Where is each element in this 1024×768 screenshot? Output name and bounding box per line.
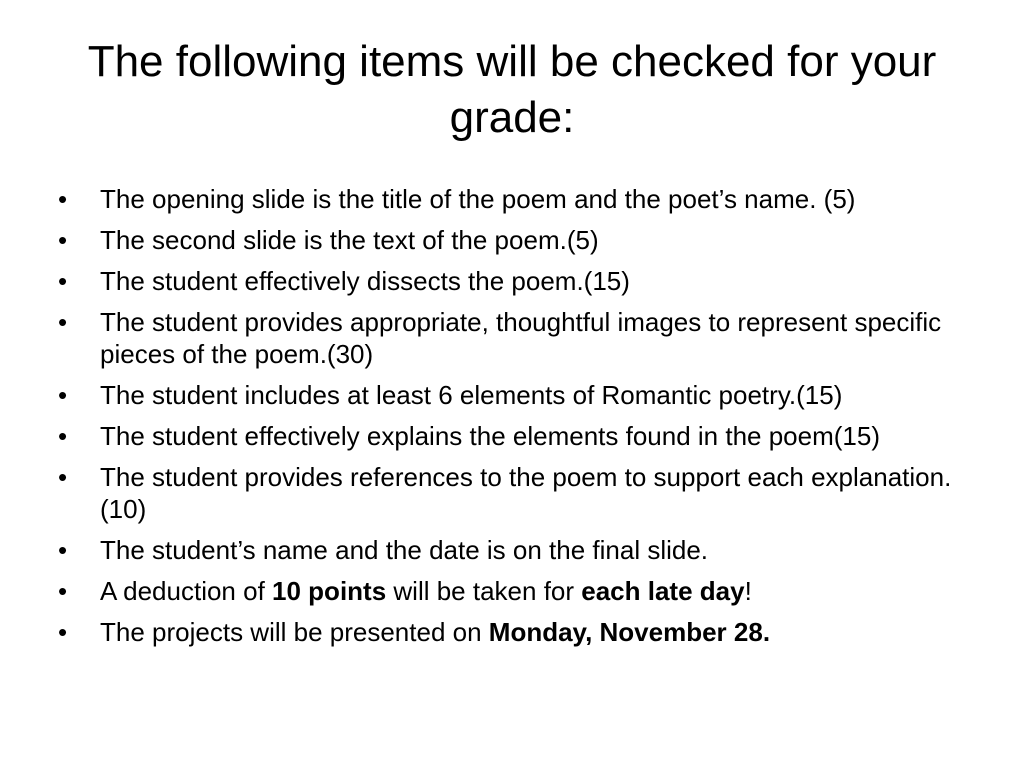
list-item-text: The student effectively dissects the poem.(15)	[100, 266, 630, 296]
bold-points: 10 points	[272, 576, 387, 606]
grading-criteria-list	[58, 183, 978, 657]
text-segment: The projects will be presented on	[100, 617, 489, 647]
bullet-icon: •	[58, 380, 68, 410]
bold-date: Monday, November 28.	[488, 617, 771, 647]
list-item	[58, 379, 978, 411]
list-item-text	[100, 617, 770, 647]
list-item	[58, 224, 978, 256]
bullet-icon: •	[58, 307, 68, 337]
list-item-text	[100, 576, 752, 606]
bullet-icon: •	[58, 535, 68, 565]
list-item-text: The student provides references to the poem to support each explanation. (10)	[100, 462, 952, 524]
list-item-text: The student’s name and the date is on the final slide.	[100, 535, 709, 565]
list-item	[58, 534, 978, 566]
list-item	[58, 461, 978, 525]
list-item-presentation-date	[58, 616, 978, 648]
bullet-icon: •	[58, 266, 68, 296]
list-item-text: The student provides appropriate, thoughtful images to represent specific pieces of the poem.(30)	[100, 307, 942, 369]
bullet-icon: •	[58, 225, 68, 255]
list-item-text: The student effectively explains the elements found in the poem(15)	[100, 421, 880, 451]
list-item-text: The second slide is the text of the poem.(5)	[100, 225, 599, 255]
list-item-late-deduction	[58, 575, 978, 607]
text-segment: A deduction of	[100, 576, 273, 606]
bullet-icon: •	[58, 462, 68, 492]
list-item	[58, 306, 978, 370]
list-item-text: The opening slide is the title of the poem and the poet’s name. (5)	[100, 184, 856, 214]
list-item	[58, 183, 978, 215]
bold-late-day: each late day	[581, 576, 745, 606]
text-segment: !	[744, 576, 752, 606]
list-item	[58, 265, 978, 297]
list-item-text: The student includes at least 6 elements of Romantic poetry.(15)	[100, 380, 843, 410]
slide-title: The following items will be checked for your grade:	[87, 37, 937, 142]
text-segment: will be taken for	[386, 576, 582, 606]
bullet-icon: •	[58, 576, 68, 606]
list-item	[58, 420, 978, 452]
bullet-icon: •	[58, 184, 68, 214]
bullet-icon: •	[58, 421, 68, 451]
bullet-icon: •	[58, 617, 68, 647]
